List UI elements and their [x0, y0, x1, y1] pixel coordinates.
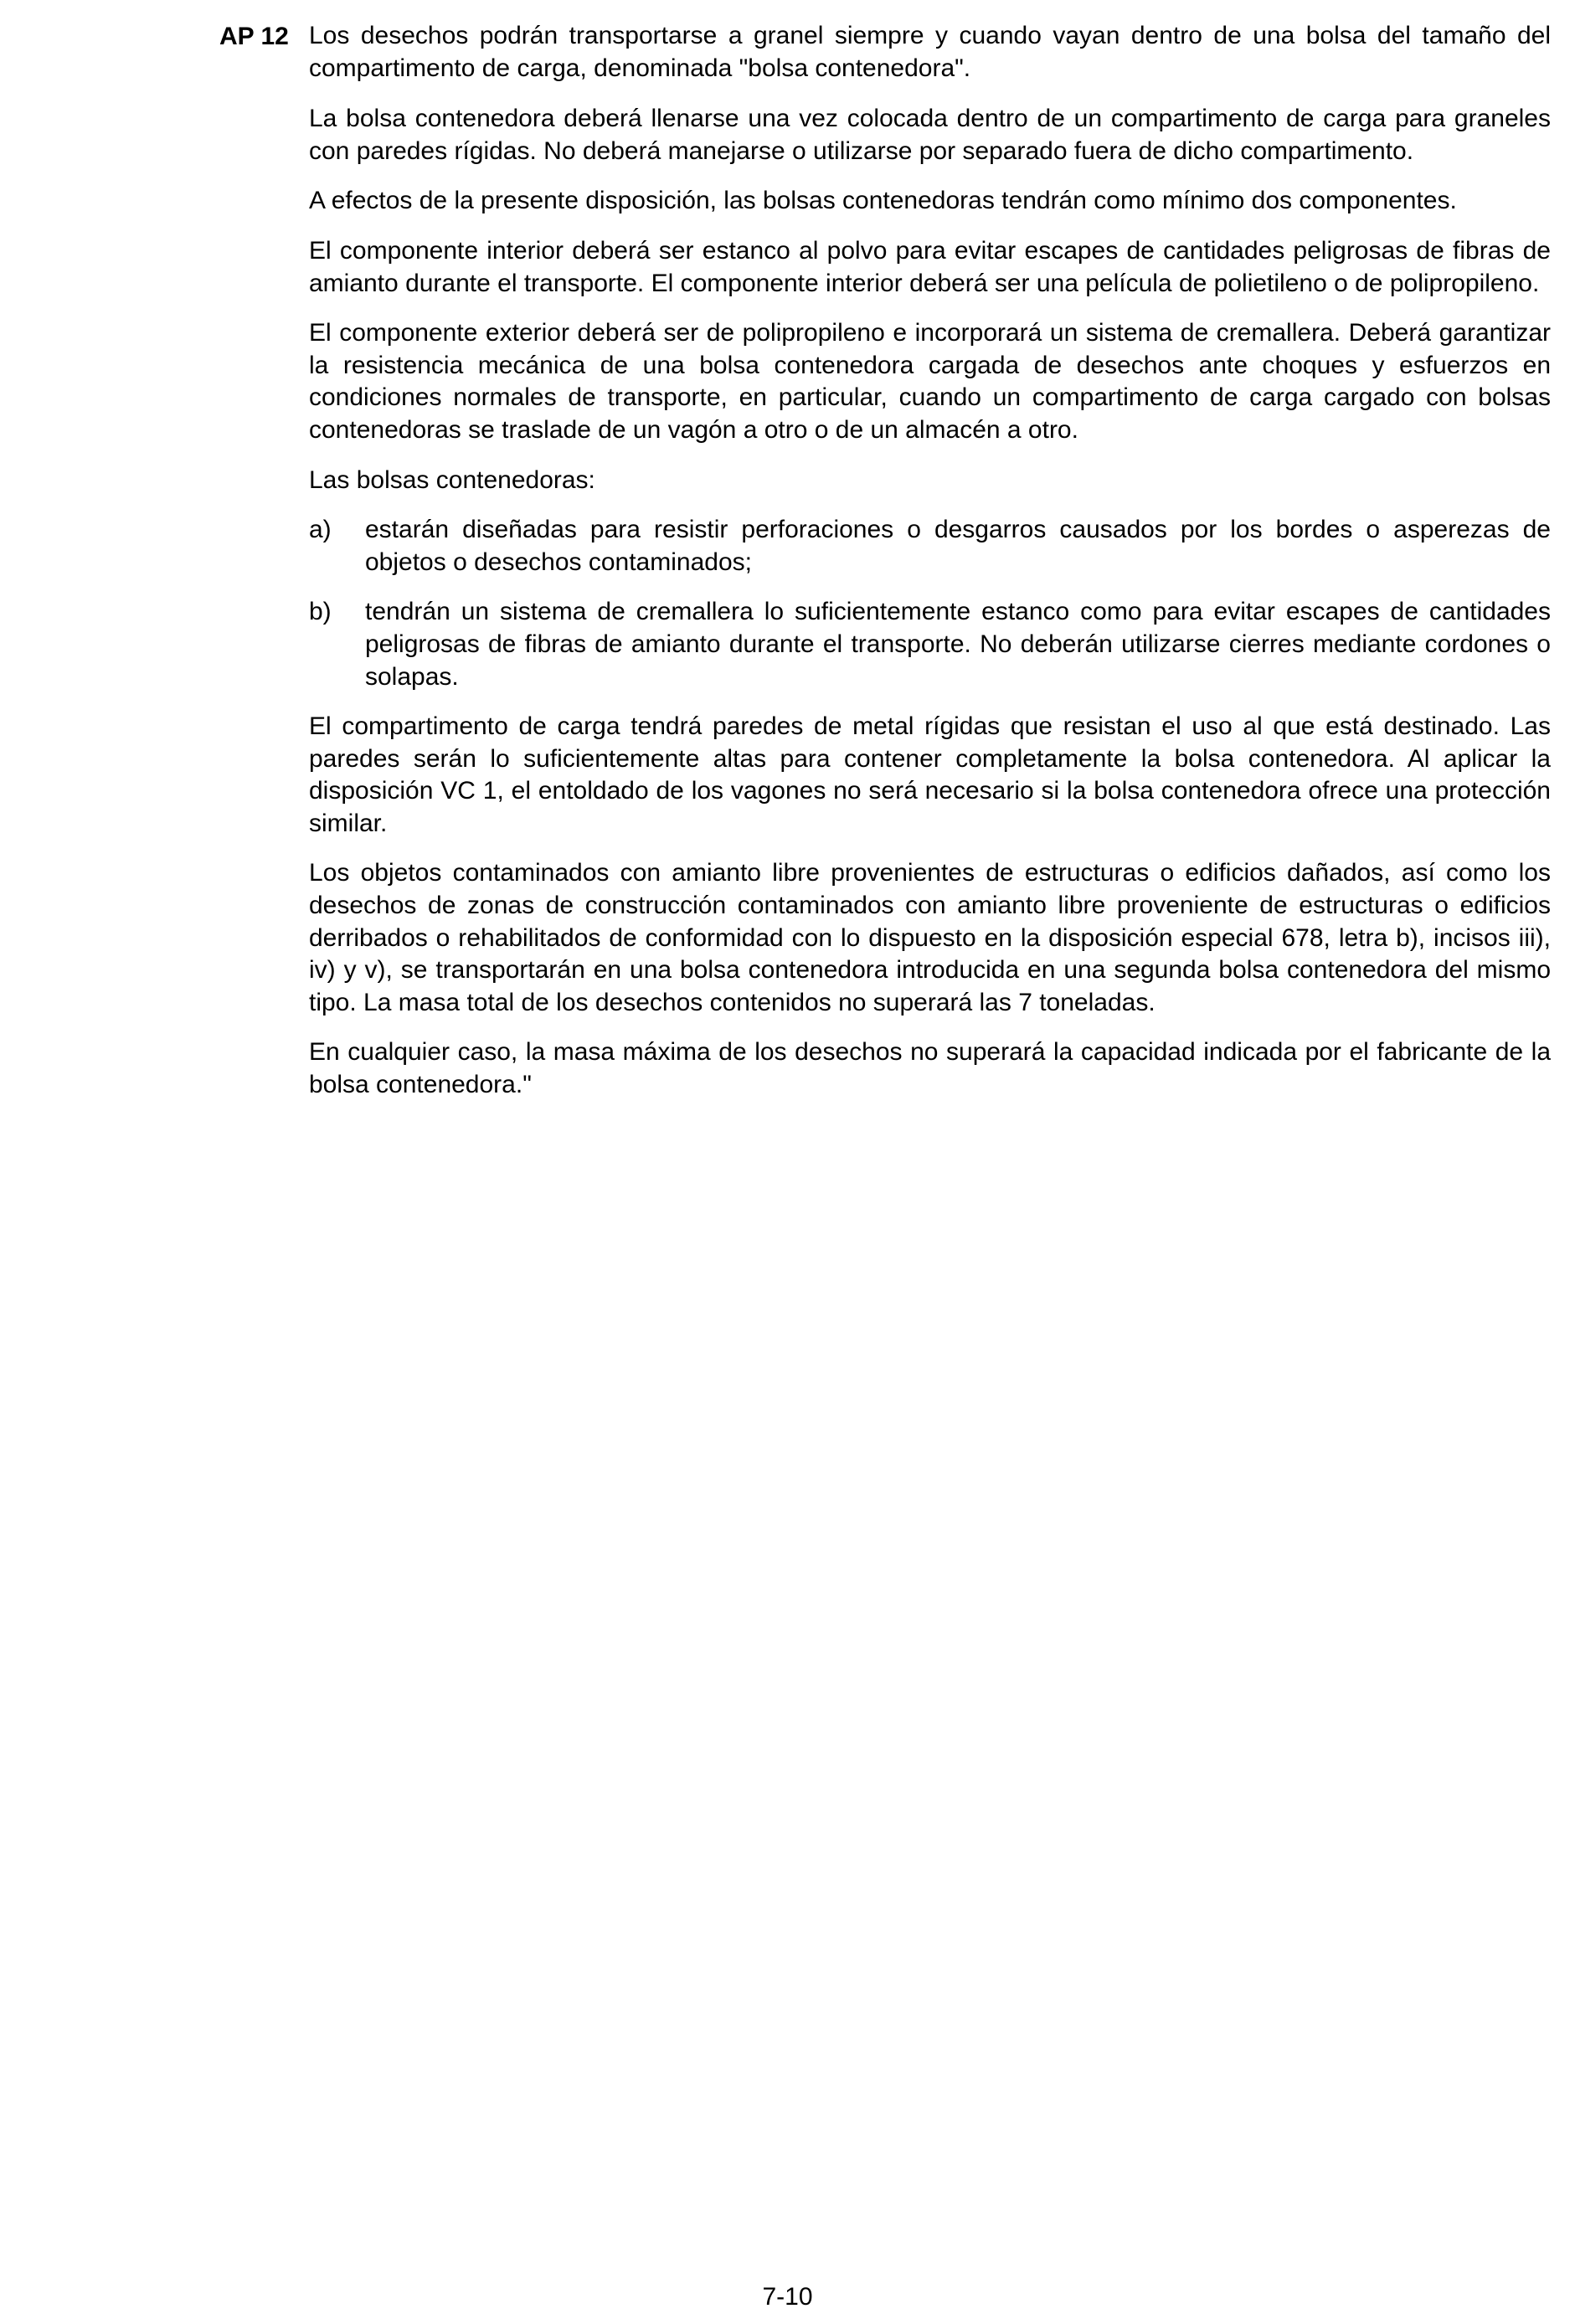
paragraph-4: El componente interior deberá ser estanco al polvo para evitar escapes de cantidades peligrosas de fibras de amianto durante el transporte. El componente interior deberá ser una película de polietileno o de polipropileno.	[309, 236, 1551, 297]
paragraph-5: El componente exterior deberá ser de polipropileno e incorporará un sistema de cremallera. Deberá garantizar la resistencia mecánica de una bolsa contenedora cargada de desechos ante choques y esfuerzos en condiciones normales de transporte, en particular, cuando un compartimento de carga cargado con bolsas contenedoras se traslade de un vagón a otro o de un almacén a otro.	[309, 319, 1551, 444]
list-item-b	[309, 596, 1551, 693]
paragraph-1: Los desechos podrán transportarse a granel siempre y cuando vayan dentro de una bolsa del tamaño del compartimento de carga, denominada "bolsa contenedora".	[309, 22, 1551, 82]
paragraph-3: A efectos de la presente disposición, las bolsas contenedoras tendrán como mínimo dos componentes.	[309, 187, 1457, 215]
paragraph-9: En cualquier caso, la masa máxima de los desechos no superará la capacidad indicada por el fabricante de la bolsa contenedora."	[309, 1038, 1551, 1099]
list-marker-b: b)	[309, 598, 332, 626]
paragraph-8: Los objetos contaminados con amianto libre provenientes de estructuras o edificios dañados, así como los desechos de zonas de construcción contaminados con amianto libre proveniente de estructuras o edificios derribados o rehabilitados de conformidad con lo dispuesto en la disposición especial 678, letra b), incisos iii), iv) y v), se transportarán en una bolsa contenedora introducida en una segunda bolsa contenedora del mismo tipo. La masa total de los desechos contenidos no superará las 7 toneladas.	[309, 859, 1551, 1016]
list-text-a: estarán diseñadas para resistir perforaciones o desgarros causados por los bordes o asperezas de objetos o desechos contaminados;	[365, 516, 1551, 576]
list-item-a	[309, 514, 1551, 578]
paragraph-2: La bolsa contenedora deberá llenarse una vez colocada dentro de un compartimento de carga para graneles con paredes rígidas. No deberá manejarse o utilizarse por separado fuera de dicho compartimento.	[309, 105, 1551, 165]
paragraph-6: Las bolsas contenedoras:	[309, 465, 595, 494]
paragraph-7: El compartimento de carga tendrá paredes de metal rígidas que resistan el uso al que está destinado. Las paredes serán lo suficientemente altas para contener completamente la bolsa contenedora. Al aplicar la disposición VC 1, el entoldado de los vagones no será necesario si la bolsa contenedora ofrece una protección similar.	[309, 712, 1551, 837]
list-text-b: tendrán un sistema de cremallera lo suficientemente estanco como para evitar escapes de cantidades peligrosas de fibras de amianto durante el transporte. No deberán utilizarse cierres mediante cordones o solapas.	[365, 598, 1551, 691]
provision-body	[309, 20, 1551, 1119]
page-number: 7-10	[762, 2283, 813, 2311]
provision-code: AP 12	[219, 23, 289, 50]
list-marker-a: a)	[309, 516, 332, 544]
